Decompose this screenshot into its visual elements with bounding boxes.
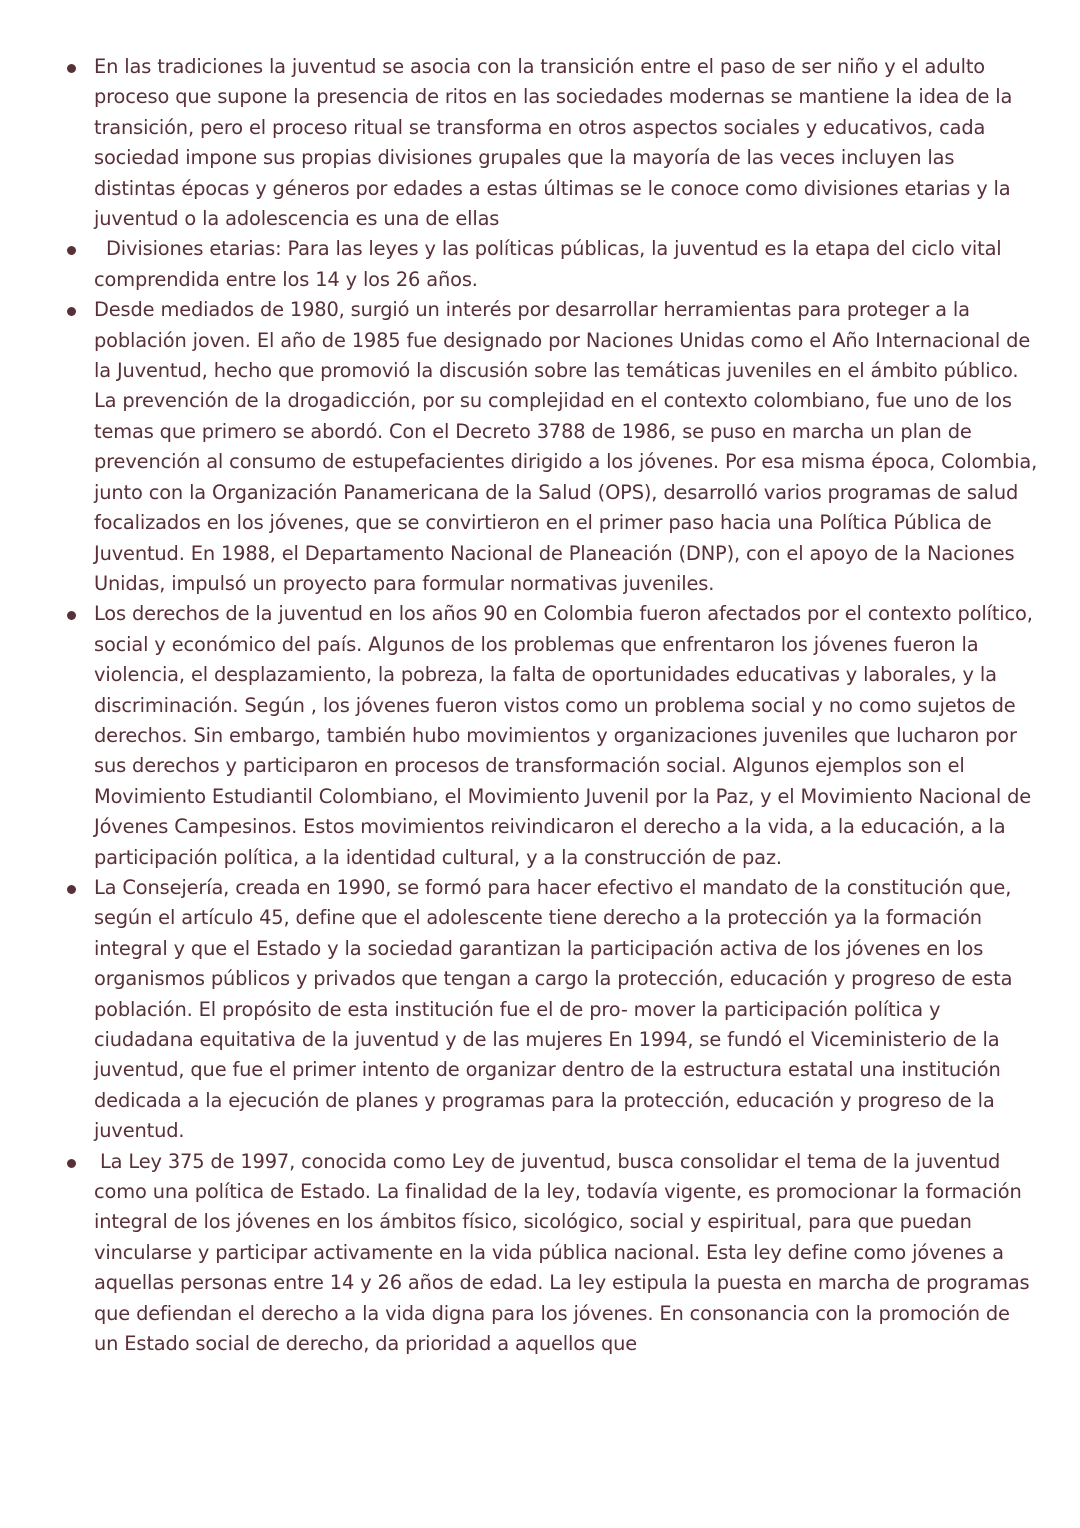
bullet-text: La Consejería, creada en 1990, se formó para hacer efectivo el mandato de la constitución que, según el artículo 45, define que el adolescente tiene derecho a la protección ya la formación integral y que el Estado y la sociedad garantizan la participación activa de los jóvenes en los organismos públicos y privados que tengan a cargo la protección, educación y progreso de esta población. El propósito de esta institución fue el de pro- mover la participación política y ciudadana equitativa de la juventud y de las mujeres En 1994, se fundó el Viceministerio de la juventud, que fue el primer intento de organizar dentro de la estructura estatal una institución dedicada a la ejecución de planes y programas para la protección, educación y progreso de la juventud. [94, 875, 1013, 1143]
bullet-item [94, 873, 1040, 1147]
bullet-text: Desde mediados de 1980, surgió un interés por desarrollar herramientas para proteger a la población joven. El año de 1985 fue designado por Naciones Unidas como el Año Internacional de la Juventud, hecho que promovió la discusión sobre las temáticas juveniles en el ámbito público. La prevención de la drogadicción, por su complejidad en el contexto colombiano, fue uno de los temas que primero se abordó. Con el Decreto 3788 de 1986, se puso en marcha un plan de prevención al consumo de estupefacientes dirigido a los jóvenes. Por esa misma época, Colombia, junto con la Organización Panamericana de la Salud (OPS), desarrolló varios programas de salud focalizados en los jóvenes, que se convirtieron en el primer paso hacia una Política Pública de Juventud. En 1988, el Departamento Nacional de Planeación (DNP), con el apoyo de la Naciones Unidas, impulsó un proyecto para formular normativas juveniles. [94, 298, 1038, 595]
bullet-item [94, 599, 1040, 873]
bullet-text: Divisiones etarias: Para las leyes y las políticas públicas, la juventud es la etapa del ciclo vital comprendida entre los 14 y los 26 años. [94, 237, 1008, 291]
bullet-item [94, 295, 1040, 599]
bullet-text: La Ley 375 de 1997, conocida como Ley de juventud, busca consolidar el tema de la juventud como una política de Estado. La finalidad de la ley, todavía vigente, es promocionar la formación integral de los jóvenes en los ámbitos físico, sicológico, social y espiritual, para que puedan vincularse y participar activamente en la vida pública nacional. Esta ley define como jóvenes a aquellas personas entre 14 y 26 años de edad. La ley estipula la puesta en marcha de programas que defiendan el derecho a la vida digna para los jóvenes. En consonancia con la promoción de un Estado social de derecho, da prioridad a aquellos que [94, 1149, 1036, 1356]
bullet-item [94, 1147, 1040, 1360]
bullet-text: En las tradiciones la juventud se asocia con la transición entre el paso de ser niño y el adulto proceso que supone la presencia de ritos en las sociedades modernas se mantiene la idea de la transición, pero el proceso ritual se transforma en otros aspectos sociales y educativos, cada sociedad impone sus propias divisiones grupales que la mayoría de las veces incluyen las distintas épocas y géneros por edades a estas últimas se le conoce como divisiones etarias y la juventud o la adolescencia es una de ellas [94, 55, 1013, 231]
bullet-text: Los derechos de la juventud en los años 90 en Colombia fueron afectados por el contexto político, social y económico del país. Algunos de los problemas que enfrentaron los jóvenes fueron la violencia, el desplazamiento, la pobreza, la falta de oportunidades educativas y laborales, y la discriminación. Según , los jóvenes fueron vistos como un problema social y no como sujetos de derechos. Sin embargo, también hubo movimientos y organizaciones juveniles que lucharon por sus derechos y participaron en procesos de transformación social. Algunos ejemplos son el Movimiento Estudiantil Colombiano, el Movimiento Juvenil por la Paz, y el Movimiento Nacional de Jóvenes Campesinos. Estos movimientos reivindicaron el derecho a la vida, a la educación, a la participación política, a la identidad cultural, y a la construcción de paz. [94, 602, 1033, 869]
bullet-list [94, 52, 1040, 1359]
bullet-dot-icon [67, 64, 76, 73]
bullet-dot-icon [67, 307, 76, 316]
bullet-item [94, 52, 1040, 234]
bullet-dot-icon [67, 885, 76, 894]
bullet-dot-icon [67, 1159, 76, 1168]
bullet-item [94, 234, 1040, 295]
bullet-dot-icon [67, 246, 76, 255]
bullet-dot-icon [67, 611, 76, 620]
